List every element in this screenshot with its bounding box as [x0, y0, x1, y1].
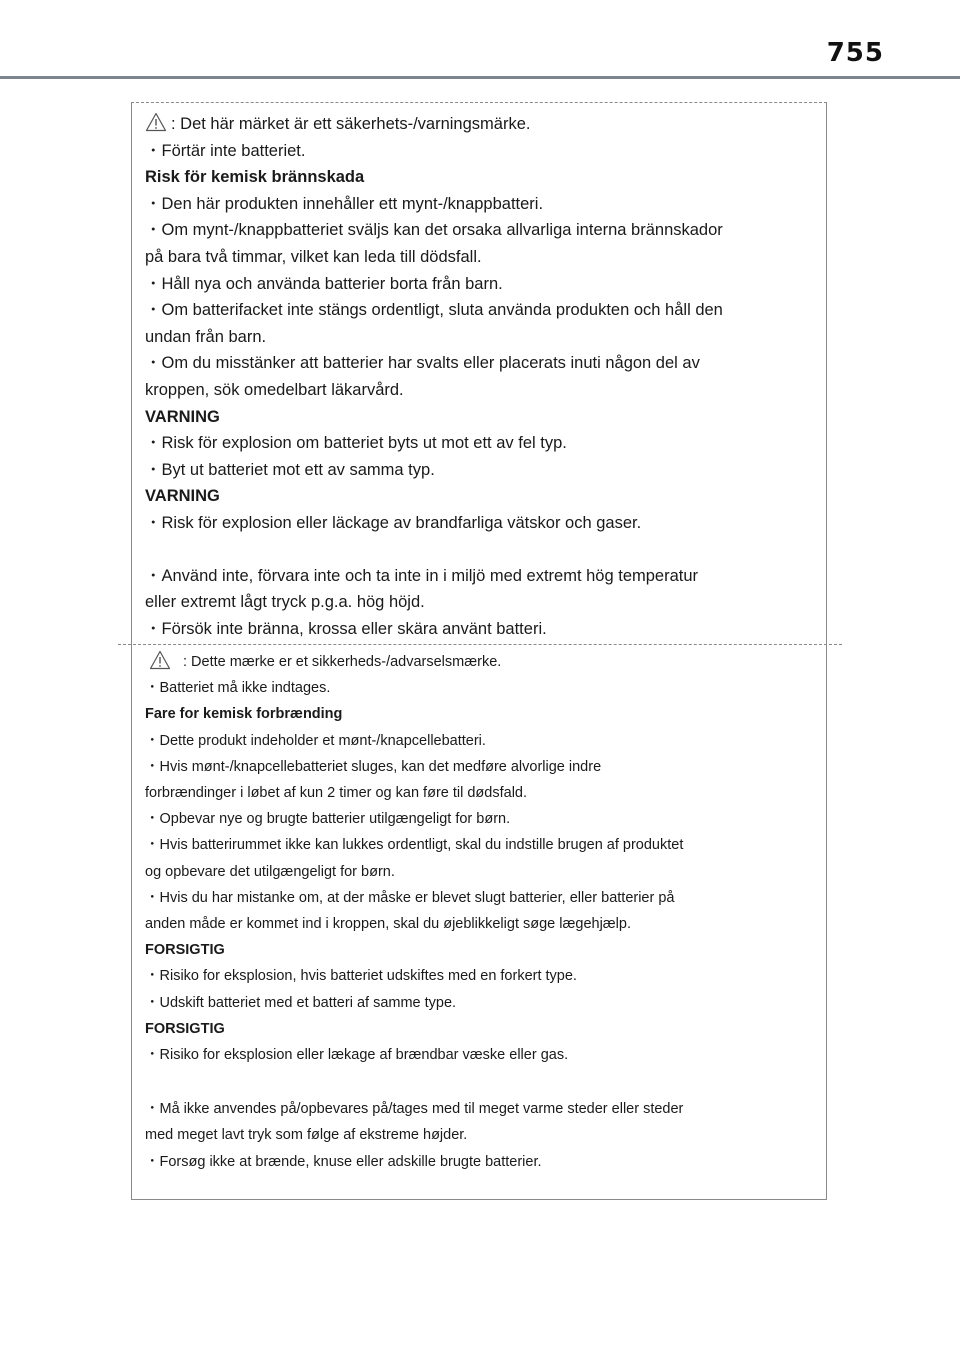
danish-text-line: ・Risiko for eksplosion, hvis batteriet udskiftes med en forkert type.	[145, 968, 577, 985]
swedish-text-line: ・Om mynt-/knappbatteriet sväljs kan det orsaka allvarliga interna brännskador	[145, 221, 723, 240]
danish-text-line: ・Dette produkt indeholder et mønt-/knapcellebatteri.	[145, 732, 486, 749]
danish-symbol-line	[145, 649, 813, 675]
danish-text-line: forbrændinger i løbet af kun 2 timer og kan føre til dødsfald.	[145, 785, 528, 802]
danish-text-line: ・Hvis batterirummet ikke kan lukkes ordentligt, skal du indstille brugen af produktet	[145, 837, 684, 854]
danish-warning-section	[145, 649, 813, 1175]
swedish-text-line: ・Försök inte bränna, krossa eller skära använt batteri.	[145, 619, 547, 638]
swedish-text-line: kroppen, sök omedelbart läkarvård.	[145, 380, 404, 399]
section-divider	[118, 644, 842, 645]
swedish-spacer	[145, 537, 813, 563]
danish-text-line: ・Risiko for eksplosion eller lækage af brændbar væske eller gas.	[145, 1047, 569, 1064]
danish-heading: FORSIGTIG	[145, 1020, 225, 1037]
swedish-text-line: ・Förtär inte batteriet.	[145, 141, 306, 160]
page-number: 755	[826, 38, 884, 68]
swedish-text-line: ・Om batterifacket inte stängs ordentligt, sluta använda produkten och håll den	[145, 301, 723, 320]
danish-spacer	[145, 1068, 813, 1096]
swedish-heading: VARNING	[145, 407, 220, 426]
swedish-text-line: på bara två timmar, vilket kan leda till dödsfall.	[145, 247, 482, 266]
header-rule	[0, 76, 960, 79]
danish-text-line: ・Udskift batteriet med et batteri af samme type.	[145, 994, 457, 1011]
swedish-heading: VARNING	[145, 487, 220, 506]
swedish-text-line: ・Byt ut batteriet mot ett av samma typ.	[145, 460, 435, 479]
danish-text-line: ・Hvis du har mistanke om, at der måske er blevet slugt batterier, eller batterier på	[145, 889, 675, 906]
danish-text-line: og opbevare det utilgængeligt for børn.	[145, 863, 395, 880]
swedish-text-line: ・Den här produkten innehåller ett mynt-/knappbatteri.	[145, 194, 544, 213]
danish-text-line: ・Forsøg ikke at brænde, knuse eller adskille brugte batterier.	[145, 1153, 542, 1170]
danish-heading: Fare for kemisk forbrænding	[145, 706, 343, 723]
swedish-heading: Risk för kemisk brännskada	[145, 168, 365, 187]
danish-text-line: ・Opbevar nye og brugte batterier utilgængeligt for børn.	[145, 811, 511, 828]
danish-text-line: ・Batteriet må ikke indtages.	[145, 680, 331, 697]
swedish-text-line: undan från barn.	[145, 327, 267, 346]
danish-heading: FORSIGTIG	[145, 942, 225, 959]
swedish-warning-section	[145, 111, 813, 642]
danish-text-line: med meget lavt tryk som følge af ekstreme højder.	[145, 1127, 468, 1144]
swedish-text-line: ・Risk för explosion om batteriet byts ut mot ett av fel typ.	[145, 434, 567, 453]
swedish-symbol-text: : Det här märket är ett säkerhets-/varningsmärke.	[171, 115, 531, 133]
swedish-text-line: ・Om du misstänker att batterier har svalts eller placerats inuti någon del av	[145, 354, 700, 373]
danish-symbol-text: : Dette mærke er et sikkerheds-/advarselsmærke.	[183, 654, 502, 670]
danish-text-line: anden måde er kommet ind i kroppen, skal du øjeblikkeligt søge lægehjælp.	[145, 916, 631, 933]
swedish-symbol-line	[145, 111, 813, 138]
swedish-text-line: eller extremt lågt tryck p.g.a. hög höjd.	[145, 593, 425, 612]
swedish-text-line: ・Använd inte, förvara inte och ta inte in i miljö med extremt hög temperatur	[145, 566, 699, 585]
swedish-text-line: ・Håll nya och använda batterier borta från barn.	[145, 274, 503, 293]
warning-triangle-icon	[149, 650, 173, 670]
swedish-text-line: ・Risk för explosion eller läckage av brandfarliga vätskor och gaser.	[145, 513, 642, 532]
danish-text-line: ・Hvis mønt-/knapcellebatteriet sluges, kan det medføre alvorlige indre	[145, 758, 602, 775]
danish-text-line: ・Må ikke anvendes på/opbevares på/tages med til meget varme steder eller steder	[145, 1101, 684, 1118]
warning-triangle-icon	[145, 112, 169, 132]
